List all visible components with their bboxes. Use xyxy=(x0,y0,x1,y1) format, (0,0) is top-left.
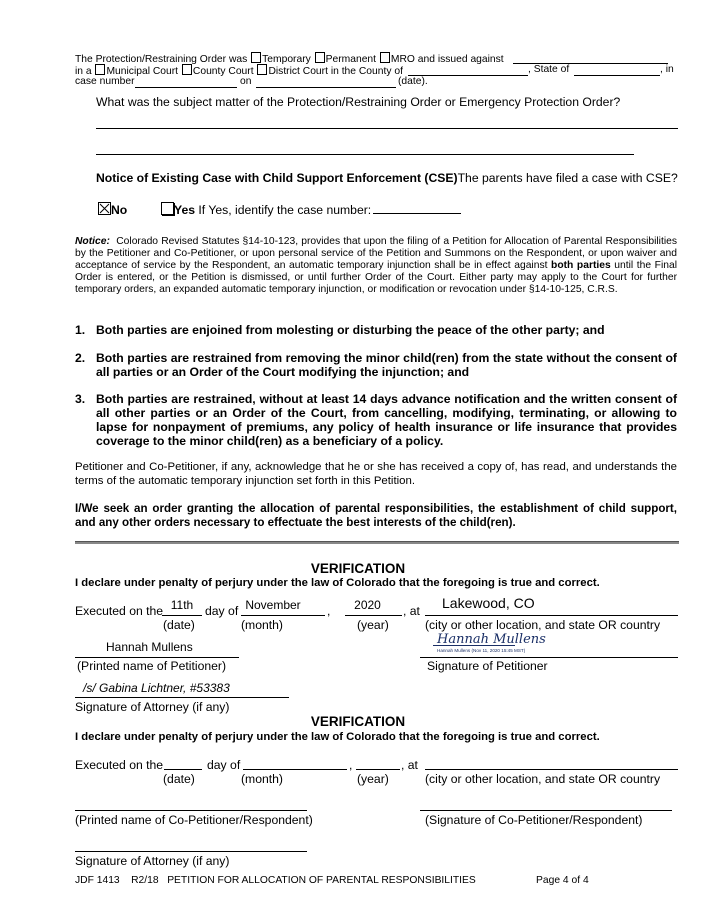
section-divider xyxy=(75,541,679,544)
exec-year-field-2[interactable] xyxy=(356,769,400,770)
permanent-checkbox[interactable] xyxy=(315,52,325,63)
injunction-item-2: Both parties are restrained from removing the minor child(ren) from the state without the consent of all parties or an Order of the Court modifying the injunction; and xyxy=(96,351,677,379)
injunction-item-3: Both parties are restrained, without at least 14 days advance notification and the written consent of all other parties or an Order of the Court, from cancelling, modifying, terminating, or allowing to lapse for nonpayment of premiums, any policy of health insurance or life insurance that provides coverage to the minor child(ren) as a beneficiary of a policy. xyxy=(96,392,677,448)
subject-matter-question: What was the subject matter of the Protection/Restraining Order or Emergency Protection Order? xyxy=(96,95,621,109)
petitioner-printed-name-value: Hannah Mullens xyxy=(106,640,193,654)
exec-location-field-1[interactable] xyxy=(425,615,678,616)
footer xyxy=(75,875,476,886)
cse-case-number-field[interactable] xyxy=(373,213,461,214)
subject-matter-line-2[interactable] xyxy=(96,154,634,155)
attorney-signature-field-1[interactable] xyxy=(75,697,289,698)
exec-day-field-1[interactable] xyxy=(162,615,202,616)
footer-revision: R2/18 xyxy=(131,875,159,886)
petitioner-printed-name-field[interactable] xyxy=(75,657,239,658)
co-petitioner-printed-name-field[interactable] xyxy=(75,810,307,811)
verification-title-1: VERIFICATION xyxy=(310,561,406,576)
exec-year-field-1[interactable] xyxy=(345,615,402,616)
signature-stamp: Hannah Mullens (Nov 11, 2020 15:45 MST) xyxy=(437,648,526,653)
exec-day-value-1: 11th xyxy=(170,598,194,612)
exec-month-field-1[interactable] xyxy=(241,615,325,616)
county-court-checkbox[interactable] xyxy=(182,64,192,75)
municipal-court-checkbox[interactable] xyxy=(95,64,105,75)
exec-location-value-1: Lakewood, CO xyxy=(442,595,535,611)
footer-form-id: JDF 1413 xyxy=(75,875,120,886)
order-line-1: The Protection/Restraining Order was Temporary Permanent MRO and issued against xyxy=(75,54,504,65)
order-line-2: in a Municipal Court County Court District Court in the County of xyxy=(75,66,403,77)
order-date-field[interactable] xyxy=(256,87,396,88)
petitioner-signature-field[interactable] xyxy=(420,657,678,658)
checked-box-icon[interactable] xyxy=(98,202,111,215)
exec-day-field-2[interactable] xyxy=(164,769,202,770)
state-field[interactable] xyxy=(574,75,660,76)
case-number-field[interactable] xyxy=(135,87,237,88)
verification-declare-2: I declare under penalty of perjury under the law of Colorado that the foregoing is true and correct. xyxy=(75,731,600,743)
verification-declare-1: I declare under penalty of perjury under the law of Colorado that the foregoing is true and correct. xyxy=(75,577,600,589)
footer-title: PETITION FOR ALLOCATION OF PARENTAL RESPONSIBILITIES xyxy=(167,875,476,886)
district-court-checkbox[interactable] xyxy=(257,64,267,75)
cse-no-option[interactable]: No xyxy=(98,202,127,217)
footer-page: Page 4 of 4 xyxy=(536,875,589,886)
petitioner-signature-value: Hannah Mullens xyxy=(437,632,546,647)
attorney-signature-value: /s/ Gabina Lichtner, #53383 xyxy=(83,681,230,695)
mro-checkbox[interactable] xyxy=(380,52,390,63)
verification-title-2: VERIFICATION xyxy=(310,714,406,729)
acknowledge-paragraph: Petitioner and Co-Petitioner, if any, acknowledge that he or she has received a copy of, has read, and understands the terms of the automatic temporary injunction set forth in this Petition. xyxy=(75,461,677,487)
subject-matter-line-1[interactable] xyxy=(96,128,678,129)
exec-month-field-2[interactable] xyxy=(243,769,347,770)
cse-yes-option[interactable]: Yes If Yes, identify the case number: xyxy=(161,202,371,217)
cse-row xyxy=(96,171,678,185)
temporary-checkbox[interactable] xyxy=(251,52,261,63)
cse-heading: Notice of Existing Case with Child Support Enforcement (CSE) xyxy=(96,171,458,185)
exec-month-value-1: November xyxy=(245,598,301,612)
exec-location-field-2[interactable] xyxy=(425,769,678,770)
attorney-signature-field-2[interactable] xyxy=(75,851,307,852)
co-petitioner-signature-field[interactable] xyxy=(420,810,672,811)
cse-question: The parents have filed a case with CSE? xyxy=(457,171,678,185)
checkbox-icon[interactable] xyxy=(161,202,174,215)
signature-underline xyxy=(433,645,515,646)
injunction-item-1: Both parties are enjoined from molesting or disturbing the peace of the other party; and xyxy=(96,323,605,337)
exec-year-value-1: 2020 xyxy=(354,598,381,612)
seek-order-paragraph: I/We seek an order granting the allocation of parental responsibilities, the establishment of child support, and any other orders necessary to effectuate the best interests of the child(ren). xyxy=(75,502,677,529)
notice-paragraph: Notice: Colorado Revised Statutes §14-10-123, provides that upon the filing of a Petition for Allocation of Parental Responsibilities by the Petitioner and Co-Petitioner, or upon personal service of the Petition and Summons on the Respondent, or upon waiver and acceptance of service by the Respondent, an automatic temporary injunction shall be in effect against both parties until the Final Order is entered, or the Petition is dismissed, or until further Order of the Court. Either party may apply to the Court for further temporary orders, an expanded automatic temporary injunction, or modification or revocation under §14-10-125, C.R.S. xyxy=(75,236,677,296)
